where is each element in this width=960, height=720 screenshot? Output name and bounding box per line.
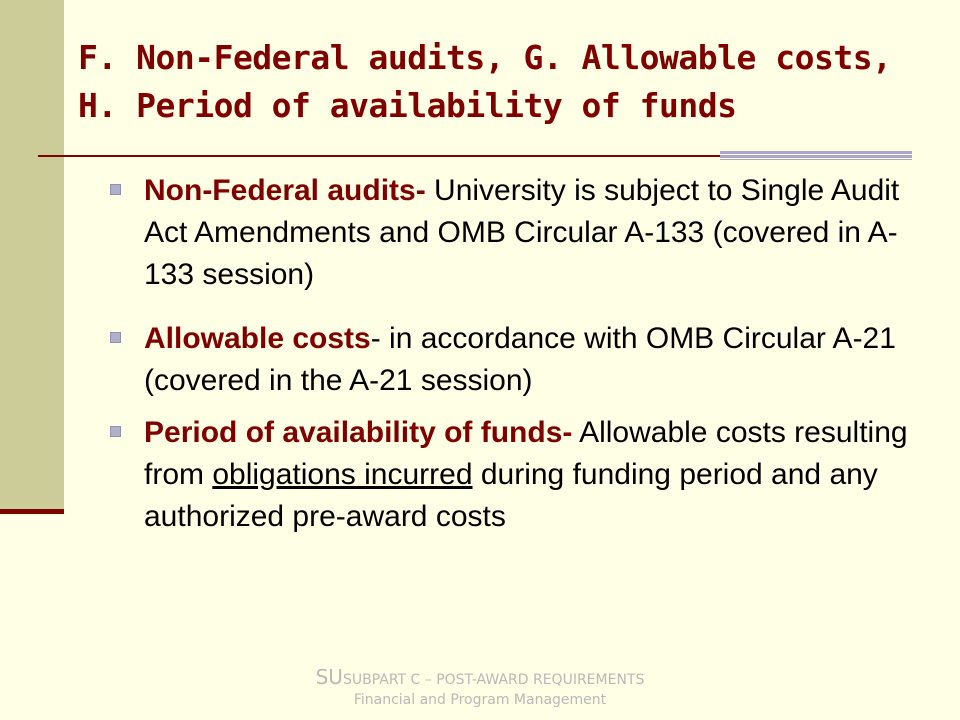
square-bullet-icon bbox=[110, 184, 121, 195]
sidebar-accent-line bbox=[0, 509, 64, 514]
bullet-non-federal-audits bbox=[108, 170, 908, 296]
left-sidebar-band bbox=[0, 0, 64, 510]
footer-line-1 bbox=[200, 667, 760, 690]
slide-title: F. Non-Federal audits, G. Allowable costs, H. Period of availability of funds bbox=[78, 38, 892, 125]
slide-footer bbox=[200, 667, 760, 710]
bullet-lead: Period of availability of funds- bbox=[144, 416, 573, 449]
bullet-text: - in accordance with OMB Circular A-21 (covered in the A-21 session) bbox=[144, 322, 921, 397]
bullet-allowable-costs bbox=[108, 318, 921, 402]
underlined-phrase: obligations incurred bbox=[212, 458, 473, 491]
footer-line-2: Financial and Program Management bbox=[353, 692, 607, 708]
bullet-lead: Non-Federal audits- bbox=[144, 174, 426, 207]
square-bullet-icon bbox=[110, 332, 121, 343]
bullet-text: during funding period and any authorized pre-award costs bbox=[144, 458, 878, 533]
title-underline-accent bbox=[720, 151, 912, 160]
bullet-text: University is subject to Single Audit Act Amendments and OMB Circular A-133 (covered in A-133 session) bbox=[144, 174, 900, 291]
bullet-text: Allowable costs resulting from bbox=[144, 416, 908, 491]
bullet-period-of-availability bbox=[108, 412, 908, 538]
square-bullet-icon bbox=[110, 426, 121, 437]
footer-heading: SUBPART C – POST-AWARD REQUIREMENTS bbox=[342, 672, 645, 688]
bullet-list bbox=[108, 170, 921, 560]
bullet-lead: Allowable costs bbox=[144, 322, 371, 355]
footer-prefix: SU bbox=[315, 665, 343, 689]
